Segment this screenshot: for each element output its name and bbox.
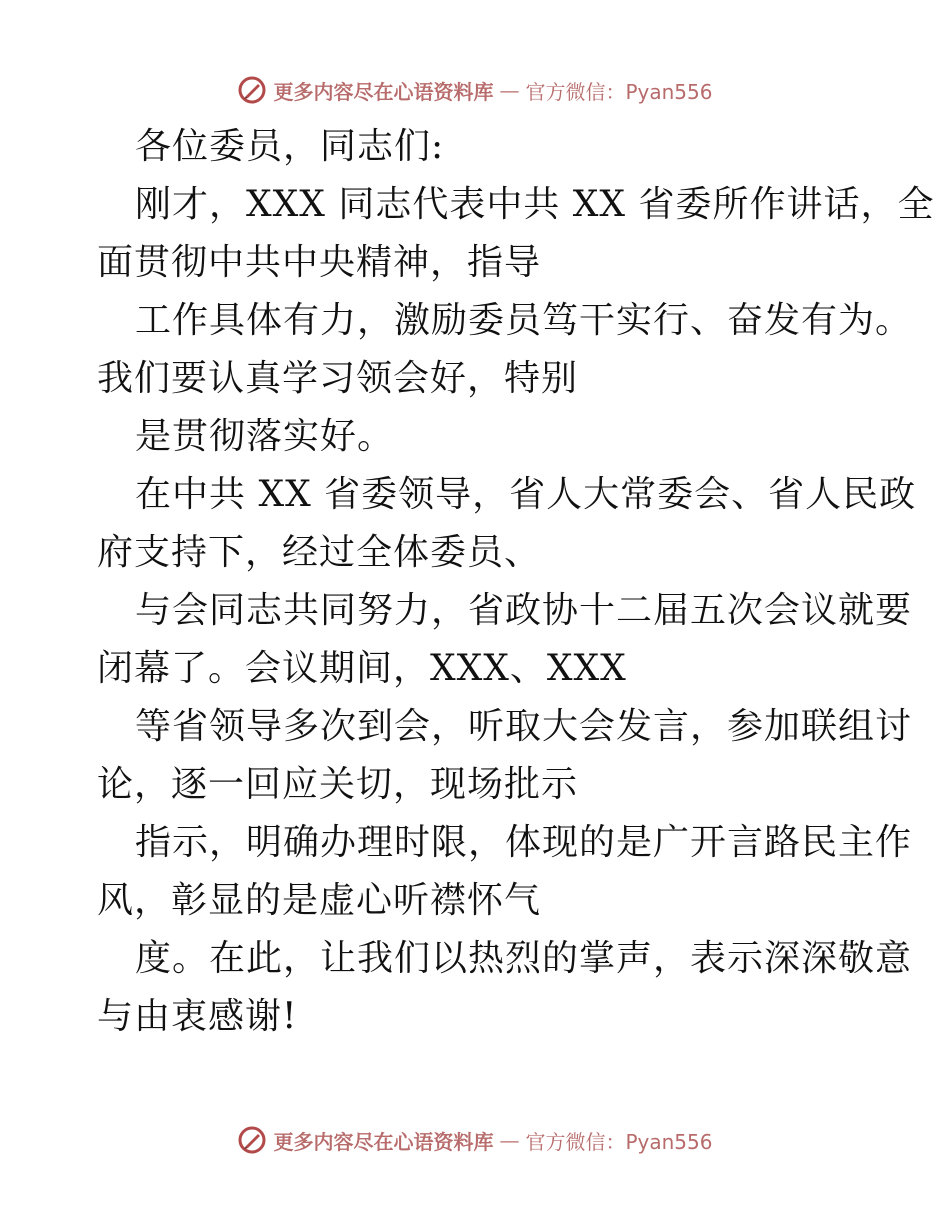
paragraph-line: 与由衷感谢! xyxy=(97,996,298,1037)
watermark-wechat: 官方微信：Pyan556 xyxy=(525,1129,713,1154)
paragraph-line: 工作具体有力，激励委员笃干实行、奋发有为。 xyxy=(135,300,913,341)
watermark-text: 更多内容尽在心语资料库 xyxy=(273,1129,494,1154)
paragraph-line: 等省领导多次到会，听取大会发言，参加联组讨 xyxy=(135,706,913,747)
document-body xyxy=(97,118,935,1046)
header-watermark xyxy=(0,70,950,110)
paragraph-line: 论，逐一回应关切，现场批示 xyxy=(97,764,579,805)
paragraph-line: 闭幕了。会议期间，XXX、XXX xyxy=(97,648,627,689)
footer-watermark xyxy=(0,1120,950,1160)
salutation: 各位委员，同志们: xyxy=(135,126,445,167)
paragraph-line: 是贯彻落实好。 xyxy=(135,416,395,457)
watermark-text: 更多内容尽在心语资料库 xyxy=(273,79,494,104)
paragraph-line: 风，彰显的是虚心听襟怀气 xyxy=(97,880,542,921)
pen-logo-icon xyxy=(237,1125,267,1155)
paragraph-line: 我们要认真学习领会好，特别 xyxy=(97,358,579,399)
paragraph-line: 府支持下，经过全体委员、 xyxy=(97,532,542,573)
paragraph-line: 指示，明确办理时限，体现的是广开言路民主作 xyxy=(135,822,913,863)
watermark-dash: — xyxy=(499,78,520,102)
watermark-dash: — xyxy=(499,1128,520,1152)
paragraph-line: 刚才，XXX 同志代表中共 XX 省委所作讲话，全 xyxy=(135,184,935,225)
paragraph-line: 与会同志共同努力，省政协十二届五次会议就要 xyxy=(135,590,913,631)
watermark-wechat: 官方微信：Pyan556 xyxy=(525,79,713,104)
paragraph-line: 面贯彻中共中央精神，指导 xyxy=(97,242,542,283)
paragraph-line: 度。在此，让我们以热烈的掌声，表示深深敬意 xyxy=(135,938,913,979)
paragraph-line: 在中共 XX 省委领导，省人大常委会、省人民政 xyxy=(135,474,917,515)
pen-logo-icon xyxy=(237,75,267,105)
